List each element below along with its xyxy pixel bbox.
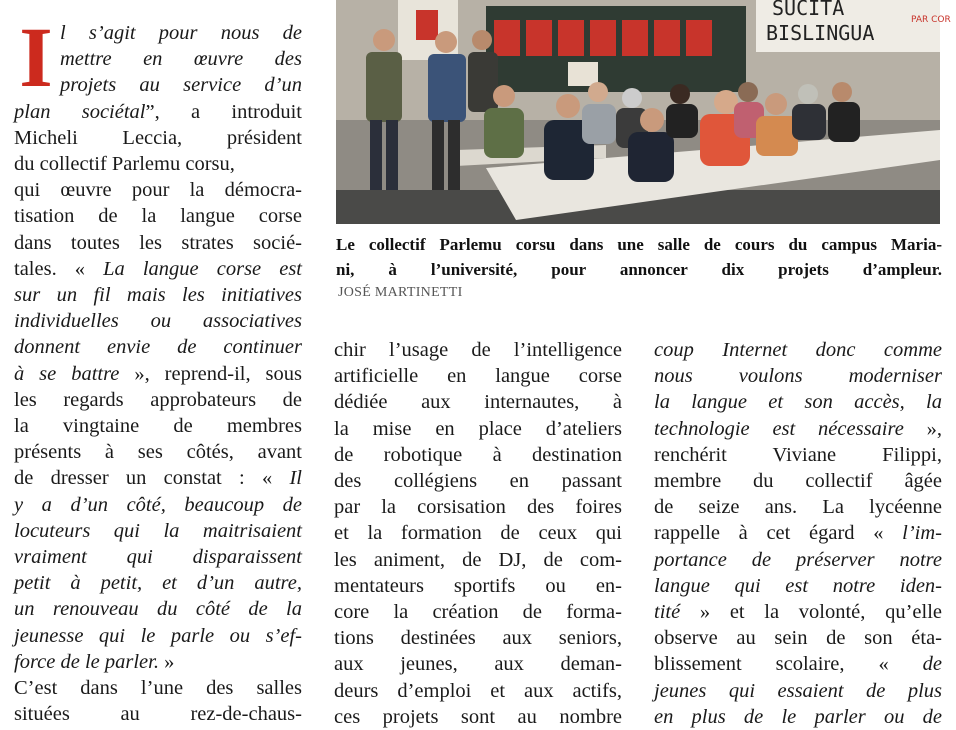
text-line [654, 704, 942, 730]
banner-side-text: PAR COR [911, 15, 951, 25]
text-line [334, 468, 622, 494]
text-line [334, 573, 622, 599]
body-text: », reprend-il, sous [119, 362, 302, 385]
text-line [14, 413, 302, 439]
body-text: et la formation de ceux qui [334, 522, 622, 545]
italic-text: Il [289, 467, 302, 490]
italic-text: jeunes qui essaient de plus [654, 679, 942, 702]
body-text: ces projets sont au nombre [334, 705, 622, 728]
body-text: rappelle à cet égard « [654, 522, 903, 545]
text-line [14, 177, 302, 203]
body-text: des collégiens en passant [334, 470, 622, 493]
italic-text: donnent envie de continuer [14, 336, 302, 359]
text-line [654, 520, 942, 546]
body-text: les regards approbateurs de [14, 388, 302, 411]
text-line [14, 361, 302, 387]
italic-text: nous voulons moderniser [654, 365, 942, 388]
text-line [14, 256, 302, 282]
body-text: la vingtaine de membres [14, 415, 302, 438]
body-text: la mise en place d’ateliers [334, 417, 622, 440]
text-line [654, 363, 942, 389]
text-line [14, 439, 302, 465]
body-text: situées au rez-de-chaus- [14, 703, 302, 726]
text-line [654, 678, 942, 704]
italic-text: La langue corse est [103, 257, 302, 280]
text-line [654, 442, 942, 468]
body-text: tisation de la langue corse [14, 205, 302, 228]
text-line [654, 625, 942, 651]
text-line [654, 573, 942, 599]
italic-text: coup Internet donc comme [654, 339, 942, 361]
body-text: dédiée aux internautes, à [334, 391, 622, 414]
text-line [14, 492, 302, 518]
italic-text: force de le parler. [14, 650, 159, 673]
text-line [334, 363, 622, 389]
text-line [14, 623, 302, 649]
italic-text: projets au service d’un [60, 74, 302, 97]
text-line [14, 570, 302, 596]
article-photo [336, 0, 951, 224]
text-line [14, 544, 302, 570]
text-line [334, 416, 622, 442]
text-line [14, 518, 302, 544]
body-text: » [158, 650, 175, 673]
body-text: par la corsisation des foires [334, 496, 622, 519]
italic-text: technologie est nécessaire [654, 417, 904, 440]
text-line [334, 678, 622, 704]
text-line [654, 547, 942, 573]
italic-text: individuelles ou associatives [14, 310, 302, 333]
body-text: dans toutes les strates socié- [14, 231, 302, 254]
banner-text-1: SUCITA [772, 0, 845, 20]
body-text: les animent, de DJ, de com- [334, 548, 622, 571]
article-column-right [654, 337, 942, 730]
italic-text: vraiment qui disparaissent [14, 546, 302, 569]
body-text: mentateurs sportifs ou en- [334, 574, 622, 597]
italic-text: y a d’un côté, beaucoup de [14, 493, 302, 516]
body-text: présents à ses côtés, avant [14, 441, 302, 464]
text-line [334, 599, 622, 625]
text-line [14, 46, 302, 72]
italic-text: sur un fil mais les initiatives [14, 284, 302, 307]
article-column-middle [334, 337, 622, 730]
photo-credit: JOSÉ MARTINETTI [338, 285, 463, 300]
text-line [654, 389, 942, 415]
body-text: core la création de forma- [334, 601, 622, 624]
text-line [14, 282, 302, 308]
drop-cap: I [19, 9, 53, 105]
text-line [14, 20, 302, 46]
body-text: chir l’usage de l’intelligence [334, 339, 622, 361]
text-line [654, 468, 942, 494]
body-text: du collectif Parlemu corsu, [14, 153, 235, 176]
text-line [654, 494, 942, 520]
italic-text: mettre en œuvre des [60, 48, 302, 71]
body-text: » et la volonté, qu’elle [680, 601, 942, 624]
body-text: ”, a introduit [145, 100, 302, 123]
text-line [14, 465, 302, 491]
text-line [334, 442, 622, 468]
photo-caption [336, 232, 942, 282]
body-text: Micheli Leccia, président [14, 126, 302, 149]
italic-text: de [922, 653, 942, 676]
italic-text: petit à petit, et d’un autre, [14, 572, 302, 595]
text-line [334, 704, 622, 730]
body-text: deurs d’emploi et aux actifs, [334, 679, 622, 702]
body-text: aux jeunes, aux deman- [334, 653, 622, 676]
body-text: de dresser un constat : « [14, 467, 290, 490]
text-line [14, 701, 302, 727]
body-text: tions destinées aux seniors, [334, 627, 622, 650]
body-text: membre du collectif âgée [654, 470, 942, 493]
italic-text: locuteurs qui la maitrisaient [14, 519, 302, 542]
text-line [654, 651, 942, 677]
caption-line-1: Le collectif Parlemu corsu dans une salle de cours du campus Maria- [336, 235, 942, 254]
body-text: observe au sein de son éta- [654, 627, 942, 650]
text-line [654, 337, 942, 363]
italic-text: portance de préserver notre [654, 548, 942, 571]
text-line [14, 151, 302, 177]
text-line [14, 334, 302, 360]
text-line [334, 651, 622, 677]
italic-text: un renouveau du côté de la [14, 598, 302, 621]
italic-text: plan sociétal [14, 100, 146, 123]
text-line [334, 625, 622, 651]
classroom-photo-illustration [336, 0, 951, 224]
text-line [14, 675, 302, 701]
text-line [334, 520, 622, 546]
body-text: renchérit Viviane Filippi, [654, 443, 942, 466]
italic-text: l s’agit pour nous de [60, 22, 302, 44]
text-line [334, 389, 622, 415]
italic-text: tité [654, 601, 681, 624]
text-line [334, 547, 622, 573]
italic-text: à se battre [14, 362, 120, 385]
italic-text: jeunesse qui le parle ou s’ef- [14, 624, 302, 647]
body-text: C’est dans l’une des salles [14, 677, 302, 700]
body-text: tales. « [14, 257, 104, 280]
text-line [654, 599, 942, 625]
text-line [654, 416, 942, 442]
body-text: artificielle en langue corse [334, 365, 622, 388]
text-line [14, 387, 302, 413]
text-line [334, 337, 622, 363]
italic-text: en plus de le parler ou de [654, 705, 942, 728]
text-line [14, 596, 302, 622]
text-line [14, 99, 302, 125]
banner-text-2: BISLINGUA [766, 21, 875, 45]
italic-text: langue qui est notre iden- [654, 574, 942, 597]
italic-text: l’im- [902, 522, 942, 545]
body-text: de robotique à destination [334, 443, 622, 466]
caption-line-2: ni, à l’université, pour annoncer dix projets d’ampleur. [336, 260, 942, 279]
text-line [14, 125, 302, 151]
text-line [14, 203, 302, 229]
text-line [14, 230, 302, 256]
text-line [334, 494, 622, 520]
article-column-left [14, 9, 302, 727]
body-text: de seize ans. La lycéenne [654, 496, 942, 519]
body-text: blissement scolaire, « [654, 653, 923, 676]
text-line [14, 649, 302, 675]
body-text: qui œuvre pour la démocra- [14, 179, 302, 202]
body-text: », [903, 417, 943, 440]
text-line [14, 72, 302, 98]
italic-text: la langue et son accès, la [654, 391, 942, 414]
text-line [14, 308, 302, 334]
